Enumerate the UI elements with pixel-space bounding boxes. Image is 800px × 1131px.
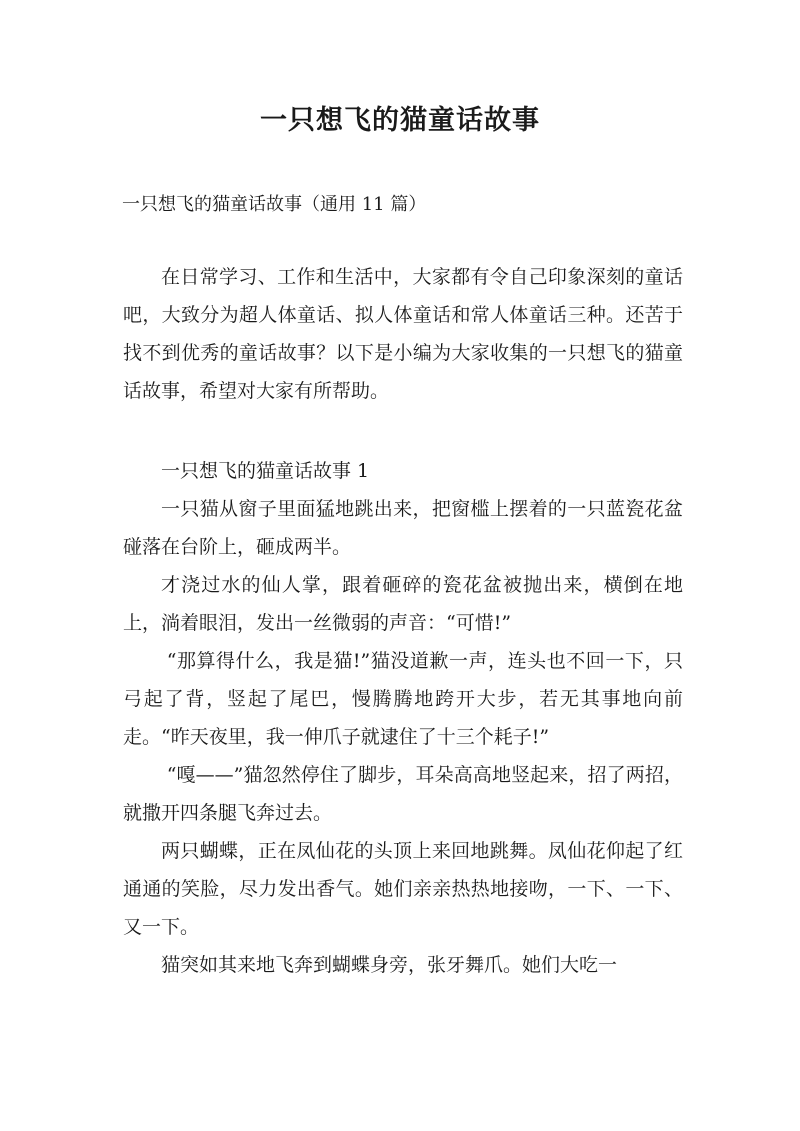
story-paragraph: 两只蝴蝶，正在凤仙花的头顶上来回地跳舞。凤仙花仰起了红通通的笑脸，尽力发出香气。她们亲亲热热地接吻，一下、一下、又一下。 <box>123 840 683 938</box>
story-paragraph: 猫突如其来地飞奔到蝴蝶身旁，张牙舞爪。她们大吃一 <box>161 954 618 976</box>
story-paragraph: 才浇过水的仙人掌，跟着砸碎的瓷花盆被抛出来，横倒在地上，淌着眼泪，发出一丝微弱的声音：“可惜!” <box>123 574 683 634</box>
story-paragraph: “嘎——”猫忽然停住了脚步，耳朵高高地竖起来，招了两招，就撒开四条腿飞奔过去。 <box>123 764 683 824</box>
story-1-heading: 一只想飞的猫童话故事 1 <box>161 460 370 482</box>
document-subtitle: 一只想飞的猫童话故事（通用 11 篇） <box>122 194 427 215</box>
intro-paragraph: 在日常学习、工作和生活中，大家都有令自己印象深刻的童话吧，大致分为超人体童话、拟人体童话和常人体童话三种。还苦于找不到优秀的童话故事？以下是小编为大家收集的一只想飞的猫童话故事，希望对大家有所帮助。 <box>123 266 683 402</box>
story-paragraph: “那算得什么，我是猫!”猫没道歉一声，连头也不回一下，只弓起了背，竖起了尾巴，慢腾腾地跨开大步，若无其事地向前走。“昨天夜里，我一伸爪子就逮住了十三个耗子!” <box>123 650 683 748</box>
intro-section <box>123 258 683 410</box>
document-title: 一只想飞的猫童话故事 <box>260 105 540 136</box>
story-paragraph: 一只猫从窗子里面猛地跳出来，把窗槛上摆着的一只蓝瓷花盆碰落在台阶上，砸成两半。 <box>123 498 683 558</box>
story-1-section <box>123 452 683 984</box>
